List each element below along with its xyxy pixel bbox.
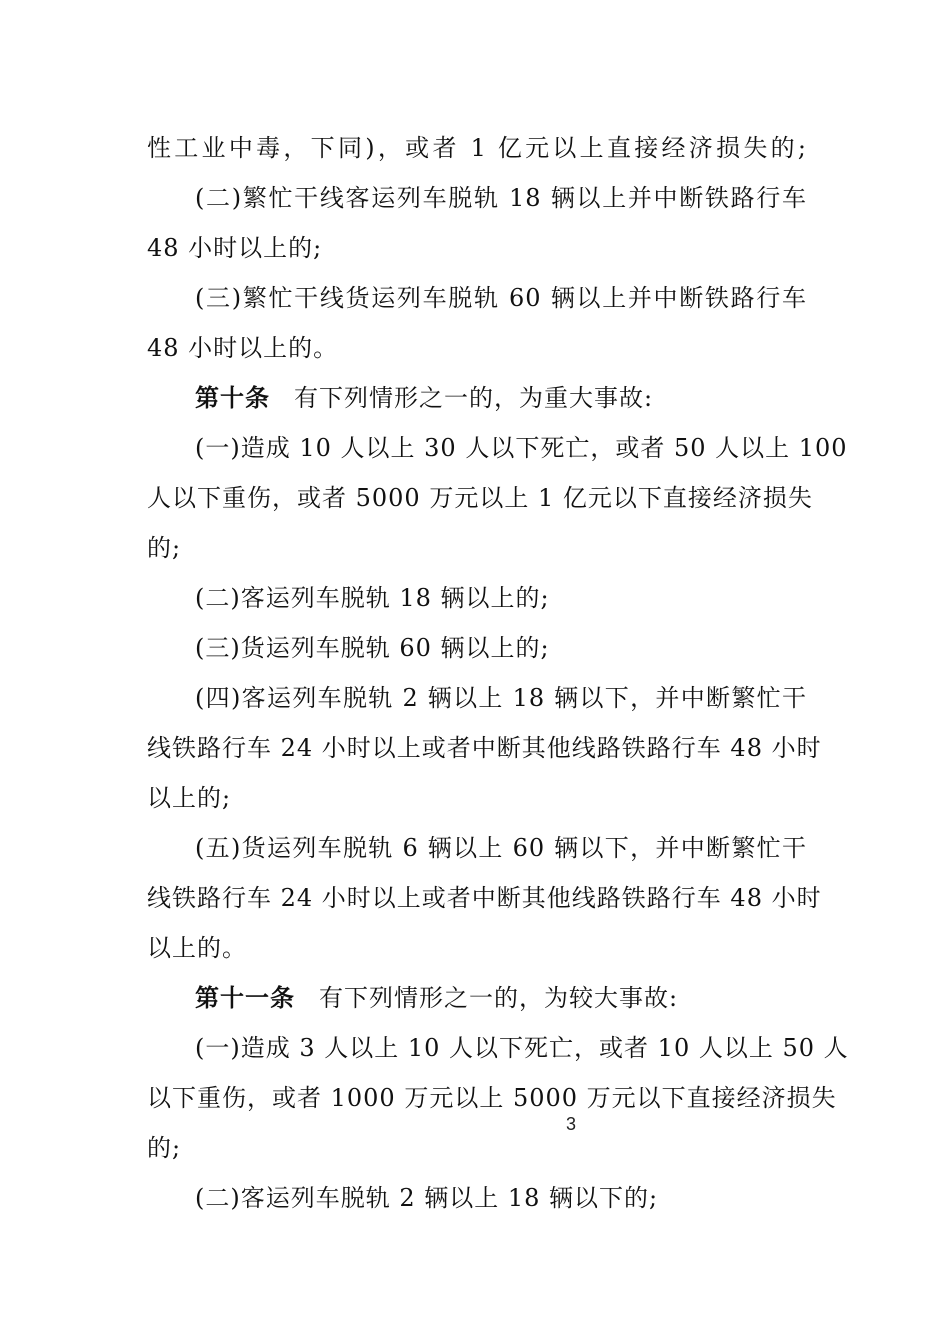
text-line: 线铁路行车 24 小时以上或者中断其他线路铁路行车 48 小时 [147, 884, 822, 912]
page-number: 3 [565, 1114, 576, 1134]
text-line: 的; [147, 534, 182, 562]
text-line: 以上的; [147, 784, 232, 812]
article-heading [195, 382, 807, 414]
article-intro: 有下列情形之一的，为重大事故: [294, 384, 654, 412]
text-line: 以下重伤，或者 1000 万元以上 5000 万元以下直接经济损失 [147, 1084, 837, 1112]
article-title: 第十条 [195, 383, 270, 412]
text-line: 以上的。 [147, 934, 247, 962]
text-line: (二)客运列车脱轨 2 辆以上 18 辆以下的; [195, 1184, 659, 1212]
text-line: 性工业中毒，下同)，或者 1 亿元以上直接经济损失的; [147, 134, 807, 162]
text-line: (四)客运列车脱轨 2 辆以上 18 辆以下，并中断繁忙干 [195, 684, 807, 712]
text-line: (二)客运列车脱轨 18 辆以上的; [195, 584, 550, 612]
text-line: 48 小时以上的。 [147, 334, 339, 362]
text-line: 48 小时以上的; [147, 234, 323, 262]
text-line: 的; [147, 1134, 182, 1162]
text-line: (一)造成 10 人以上 30 人以下死亡，或者 50 人以上 100 [195, 434, 848, 462]
text-line: (一)造成 3 人以上 10 人以下死亡，或者 10 人以上 50 人 [195, 1034, 849, 1062]
article-intro: 有下列情形之一的，为较大事故: [319, 984, 679, 1012]
article-heading [195, 982, 807, 1014]
text-line: (三)货运列车脱轨 60 辆以上的; [195, 634, 550, 662]
text-line: (五)货运列车脱轨 6 辆以上 60 辆以下，并中断繁忙干 [195, 834, 807, 862]
text-line: (二)繁忙干线客运列车脱轨 18 辆以上并中断铁路行车 [195, 184, 807, 212]
text-line: 人以下重伤，或者 5000 万元以上 1 亿元以下直接经济损失 [147, 484, 813, 512]
text-line: (三)繁忙干线货运列车脱轨 60 辆以上并中断铁路行车 [195, 284, 807, 312]
article-title: 第十一条 [195, 983, 295, 1012]
text-line: 线铁路行车 24 小时以上或者中断其他线路铁路行车 48 小时 [147, 734, 822, 762]
